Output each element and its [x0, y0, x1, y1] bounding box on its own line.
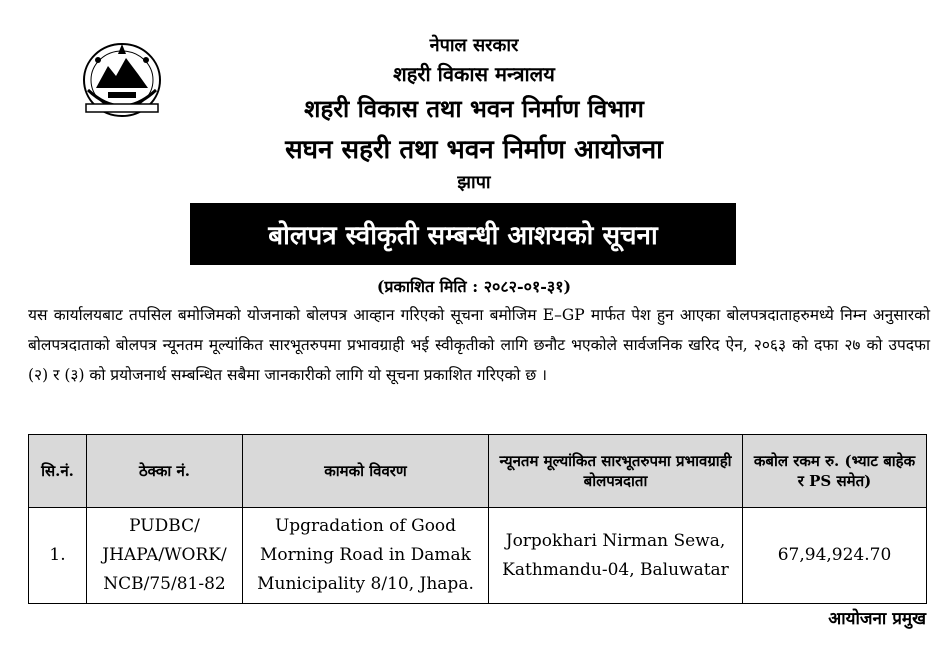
col-header-bidder: न्यूनतम मूल्यांकित सारभूतरुपमा प्रभावग्राही बोलपत्रदाता: [489, 435, 743, 508]
district-title: झापा: [457, 172, 491, 193]
header-line-1: नेपाल सरकार: [429, 35, 519, 56]
bid-table: [28, 434, 927, 604]
notice-title: बोलपत्र स्वीकृती सम्बन्धी आशयको सूचना: [268, 221, 658, 251]
table-header-row: [29, 435, 927, 508]
cell-amount: 67,94,924.70: [743, 508, 927, 604]
project-title: सघन सहरी तथा भवन निर्माण आयोजना: [285, 135, 663, 165]
notice-title-banner: [190, 203, 736, 265]
cell-contract-no: PUDBC/ JHAPA/WORK/ NCB/75/81-82: [87, 508, 243, 604]
col-header-contract-no: ठेक्का नं.: [87, 435, 243, 508]
department-title: शहरी विकास तथा भवन निर्माण विभाग: [304, 94, 644, 123]
signatory-title: आयोजना प्रमुख: [828, 609, 926, 629]
col-header-amount: कबोल रकम रु. (भ्याट बाहेक र PS समेत): [743, 435, 927, 508]
cell-description: Upgradation of Good Morning Road in Damak Municipality 8/10, Jhapa.: [243, 508, 489, 604]
cell-bidder: Jorpokhari Nirman Sewa, Kathmandu-04, Baluwatar: [489, 508, 743, 604]
published-date: (प्रकाशित मिति : २०८२-०१-३१): [376, 277, 572, 296]
notice-body: यस कार्यालयबाट तपसिल बमोजिमको योजनाको बोलपत्र आव्हान गरिएको सूचना बमोजिम E–GP मार्फत पेश हुन आएका बोलपत्रदाताहरुमध्ये निम्न अनुसारको बोलपत्रदाताको बोलपत्र न्यूनतम मूल्यांकित सारभूतरुपमा प्रभावग्राही भई स्वीकृतीको लागि छनौट भएकोले सार्वजनिक खरिद ऐन, २०६३ को दफा २७ को उपदफा (२) र (३) को प्रयोजनार्थ सम्बन्धित सबैमा जानकारीको लागि यो सूचना प्रकाशित गरिएको छ ।: [28, 306, 930, 384]
cell-sn: 1.: [29, 508, 87, 604]
ministry-title: शहरी विकास मन्त्रालय: [393, 62, 555, 86]
col-header-description: कामको विवरण: [243, 435, 489, 508]
table-row: [29, 508, 927, 604]
col-header-sn: सि.नं.: [29, 435, 87, 508]
